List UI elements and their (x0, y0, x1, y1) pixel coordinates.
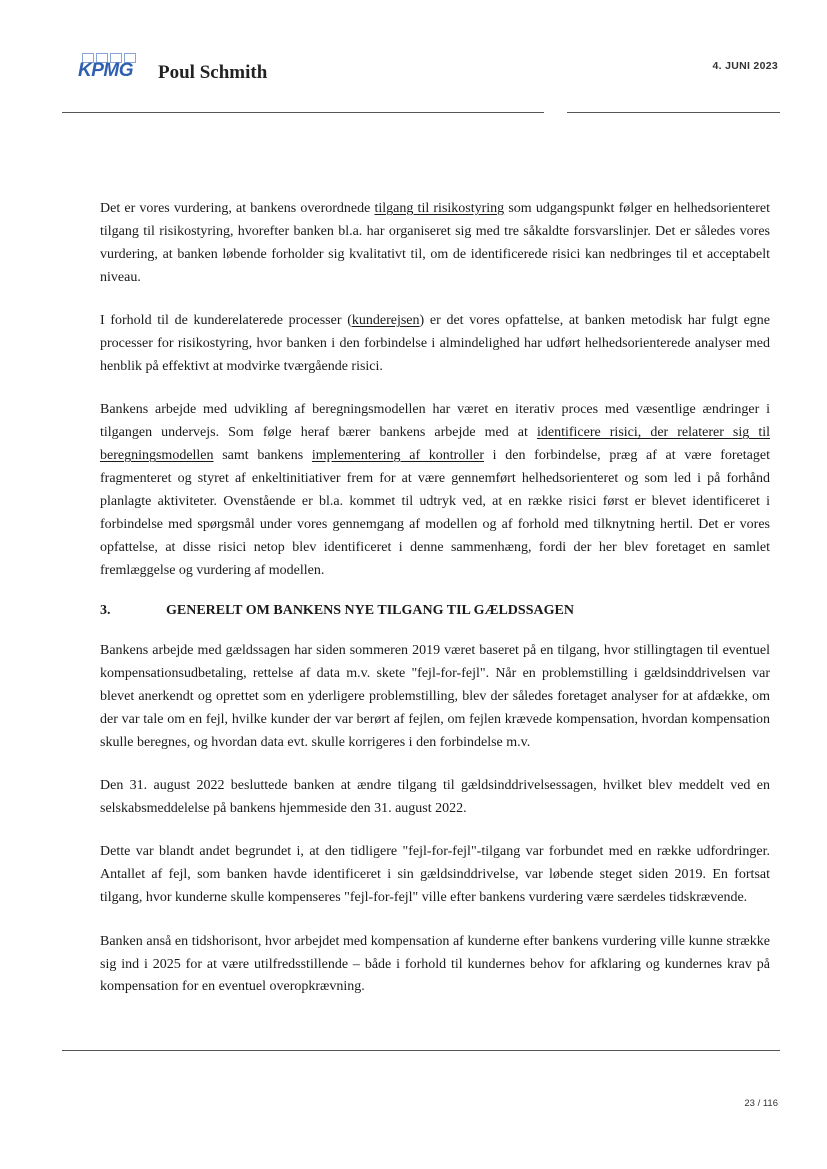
underlined-term: implementering af kontroller (311, 448, 484, 464)
text-run: som udgangspunkt følger en helhedsorienteret tilgang til risikostyring, hvorefter banken bl.a. har organiseret sig med tre såkaldte forsvarslinjer. Det er således vores vurdering, at banken løbende forholder sig kvalitativt til, om de identificerede risici kan nedbringes til et acceptabelt niveau. (100, 201, 770, 285)
page-header (0, 0, 827, 120)
paragraph-error-for-error: Bankens arbejde med gældssagen har siden sommeren 2019 været baseret på en tilgang, hvor stillingtagen til eventuel kompensationsudbetaling, rettelse af data m.v. skete "fejl-for-fejl". Når en problemstilling i gældsinddrivelsen var blevet anerkendt og oprettet som en yderligere problemstilling, blev der således foretaget analyser for at afdække, om der var tale om en fejl, hvilke kunder der var berørt af fejlen, om fejlen krævede kompensation, hvordan kompensation skulle beregnes, og hvordan data evt. skulle korrigeres i den forbindelse m.v. (100, 643, 770, 750)
paragraph-time-horizon: Banken anså en tidshorisont, hvor arbejdet med kompensation af kunderne efter bankens vurdering ville kunne strække sig ind i 2025 for at være utilfredsstillende – både i forhold til kundernes behov for afklaring og kundernes krav på kompensation for en eventuel overopkrævning. (100, 933, 770, 995)
text-run: ) er det vores opfattelse, at banken metodisk har fulgt egne processer for risikostyring, hvor banken i den forbindelse i almindelighed har udført helhedsorienterede analyser med henblik på effektivt at modvirke tværgående risici. (100, 313, 770, 374)
header-divider-left (62, 112, 544, 113)
underlined-term: identificere risici, der relaterer sig til beregningsmodellen (100, 425, 770, 464)
document-date: 4. JUNI 2023 (712, 60, 778, 72)
section-number: 3. (100, 603, 111, 619)
text-run: Det er vores vurdering, at bankens overordnede (100, 201, 375, 216)
text-run: Bankens arbejde med udvikling af beregningsmodellen har været en iterativ proces med væsentlige ændringer i tilgangen undervejs. Som følge heraf bærer bankens arbejde med at (100, 402, 770, 441)
underlined-term: kunderejsen (351, 313, 420, 329)
logo-text: KPMG (78, 60, 133, 81)
page-body (100, 198, 770, 999)
text-run: I forhold til de kunderelaterede processer ( (100, 313, 352, 329)
paragraph-challenges: Dette var blandt andet begrundet i, at den tidligere "fejl-for-fejl"-tilgang var forbundet med en række udfordringer. Antallet af fejl, som banken havde identificeret i sin gældsinddrivelse, var løbende steget siden 2019. En fortsat tilgang, hvor kunderne skulle kompenseres "fejl-for-fejl" ville efter bankens vurdering være særdeles tidskrævende. (100, 844, 770, 906)
paragraph-risk-management (100, 198, 770, 290)
paragraph-calculation-model (100, 399, 770, 582)
text-run: i den forbindelse, præg af at være foretaget fragmenteret og styret af enkeltinitiativer frem for at være gennemført helhedsorienteret og som led i på forhånd planlagte aktiviteter. Ovenstående er bl.a. kommet til udtryk ved, at en række risici først er blevet identificeret i forbindelse med spørgsmål under vores gennemgang af modellen og af forhold med tilknytning hertil. Det er vores opfattelse, at disse risici netop blev identificeret i denne sammenhæng, fordi der her blev foretaget en samlet fremlæggelse og vurdering af modellen. (100, 448, 770, 578)
page-number: 23 / 116 (744, 1098, 778, 1109)
section-title: GENERELT OM BANKENS NYE TILGANG TIL GÆLDSSAGEN (166, 603, 574, 619)
underlined-term: tilgang til risikostyring (374, 201, 505, 216)
paragraph-decision-2022: Den 31. august 2022 besluttede banken at ændre tilgang til gældsinddrivelsessagen, hvilket blev meddelt ved en selskabsmeddelelse på bankens hjemmeside den 31. august 2022. (100, 778, 770, 817)
footer-divider (62, 1050, 780, 1051)
paragraph-customer-journey (100, 310, 770, 379)
header-divider-right (567, 112, 780, 113)
section-heading (100, 603, 770, 619)
kpmg-logo (78, 56, 140, 84)
text-run: samt bankens (213, 448, 312, 464)
firm-name: Poul Schmith (158, 62, 268, 83)
